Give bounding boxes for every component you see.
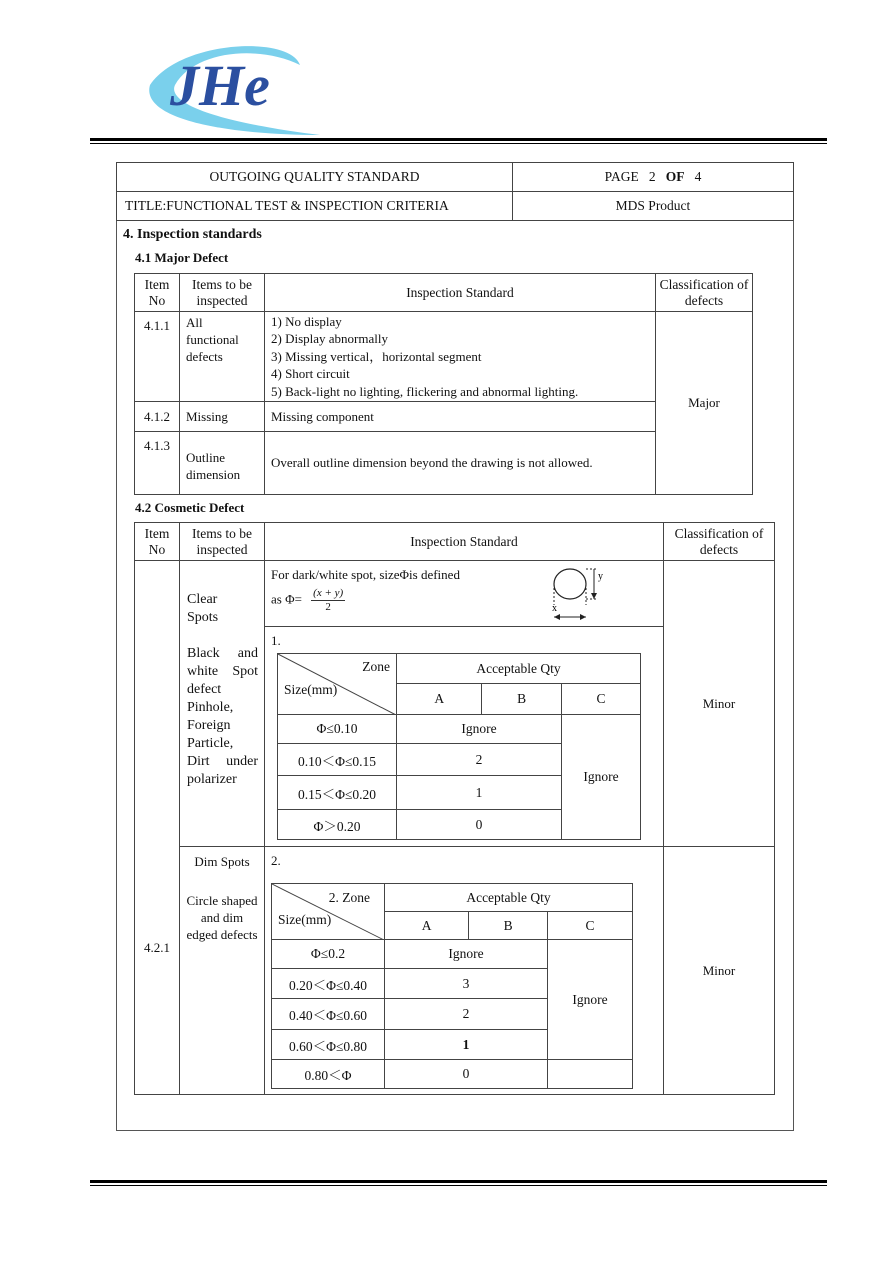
title-line: TITLE:FUNCTIONAL TEST & INSPECTION CRITERIA <box>125 198 449 213</box>
zone-b: B <box>482 684 562 715</box>
standard-line: 4) Short circuit <box>271 366 350 382</box>
size-cell: 0.10＜Φ≤0.15 <box>278 744 397 776</box>
qty-cell: 1 <box>385 1030 548 1060</box>
spot-formula: as Φ= $\frac{(x + y)}{2}$ <box>271 587 344 613</box>
major-heading: 4.1 Major Defect <box>135 250 229 265</box>
clear-spots-table-cell <box>265 627 664 847</box>
col-item-no: Item No <box>135 523 180 561</box>
size-cell: Φ≤0.10 <box>278 715 397 744</box>
classification-cell <box>656 312 753 495</box>
clear-spots-title: Clear Spots <box>187 592 219 625</box>
size-cell: 0.20＜Φ≤0.40 <box>272 969 385 999</box>
top-rule <box>90 138 827 141</box>
col-classification: Classification of defects <box>664 523 775 561</box>
doc-title: OUTGOING QUALITY STANDARD <box>209 169 420 184</box>
spot-definition-cell <box>265 561 664 627</box>
page-number: 2 <box>648 169 656 184</box>
zone-c-value: Ignore <box>562 715 641 840</box>
dim-spots-number: 2. <box>271 853 281 868</box>
item-no-cell: 4.2.1 <box>135 561 180 1095</box>
col-standard: Inspection Standard <box>265 523 664 561</box>
item-cell: Outline dimension <box>180 432 265 495</box>
of-label: OF <box>665 169 685 184</box>
qty-cell: 2 <box>397 744 562 776</box>
size-label: Size(mm) <box>278 912 332 927</box>
standard-cell: Missing component <box>265 402 656 432</box>
qty-cell: 0 <box>397 810 562 840</box>
qty-cell: Ignore <box>385 940 548 969</box>
zone-c: C <box>562 684 641 715</box>
major-defect-table <box>134 273 753 495</box>
document-header <box>116 162 794 221</box>
zone-b: B <box>469 912 548 940</box>
qty-cell: 3 <box>385 969 548 999</box>
size-cell: 0.15＜Φ≤0.20 <box>278 776 397 810</box>
dim-spots-title: Dim Spots <box>194 854 250 869</box>
col-classification: Classification of defects <box>656 274 753 312</box>
dim-spots-desc: Circle shaped and dim edged defects <box>186 893 258 942</box>
company-logo <box>140 40 340 140</box>
item-no-cell: 4.1.3 <box>135 432 180 495</box>
classification-major: Major <box>688 395 720 411</box>
classification-cell <box>664 561 775 847</box>
zone-c-value: Ignore <box>548 940 633 1060</box>
qty-cell: Ignore <box>397 715 562 744</box>
top-rule-thin <box>90 143 827 144</box>
zone-label: 2. Zone <box>328 890 370 905</box>
x-label: x <box>552 603 557 614</box>
size-label: Size(mm) <box>284 682 338 697</box>
zone-a: A <box>397 684 482 715</box>
title-line-cell <box>117 192 513 221</box>
classification-minor: Minor <box>702 695 736 711</box>
page-cell <box>513 163 794 192</box>
page-label: PAGE <box>604 169 639 184</box>
doc-title-cell <box>117 163 513 192</box>
bottom-rule <box>90 1180 827 1183</box>
clear-spots-desc: Black and white Spot defect Pinhole, Foreign Particle, Dirt under polarizer <box>187 646 258 787</box>
size-cell: 0.40＜Φ≤0.60 <box>272 999 385 1030</box>
clear-spots-table <box>277 653 641 840</box>
classification-minor: Minor <box>702 962 736 978</box>
item-cell: All functional defects <box>180 312 265 402</box>
zone-a: A <box>385 912 469 940</box>
logo-swoosh-icon <box>140 40 340 140</box>
standard-cell: Overall outline dimension beyond the drawing is not allowed. <box>265 432 656 495</box>
formula-numerator: (x + y) <box>313 587 344 599</box>
qty-cell: 0 <box>385 1060 548 1089</box>
acceptable-qty-header: Acceptable Qty <box>397 654 641 684</box>
col-standard: Inspection Standard <box>265 274 656 312</box>
dim-spots-table-cell <box>265 847 664 1095</box>
formula-denominator: 2 <box>325 601 331 613</box>
size-cell: Φ≤0.2 <box>272 940 385 969</box>
zone-c-empty <box>548 1060 633 1089</box>
standard-line: 1) No display <box>271 314 342 329</box>
acceptable-qty-header: Acceptable Qty <box>385 884 633 912</box>
dim-spots-table <box>271 883 633 1089</box>
zone-c: C <box>548 912 633 940</box>
item-no-cell: 4.1.1 <box>135 312 180 402</box>
page-total: 4 <box>694 169 702 184</box>
logo-text: JHe <box>170 53 270 118</box>
qty-cell: 1 <box>397 776 562 810</box>
classification-cell <box>664 847 775 1095</box>
cosmetic-defect-table <box>134 522 775 1095</box>
standard-line: 5) Back-light no lighting, flickering and abnormal lighting. <box>271 383 579 399</box>
clear-spots-number: 1. <box>271 633 281 648</box>
item-no-cell: 4.1.2 <box>135 402 180 432</box>
standard-cell <box>265 312 656 402</box>
standard-line: 2) Display abnormally <box>271 331 388 347</box>
size-cell: 0.60＜Φ≤0.80 <box>272 1030 385 1060</box>
cosmetic-heading: 4.2 Cosmetic Defect <box>135 500 245 515</box>
col-items: Items to be inspected <box>180 523 265 561</box>
zone-size-header <box>272 884 385 940</box>
clear-spots-cell <box>180 561 265 847</box>
bottom-rule-thin <box>90 1185 827 1186</box>
section-heading: 4. Inspection standards <box>123 227 262 242</box>
zone-size-header <box>278 654 397 715</box>
qty-cell: 2 <box>385 999 548 1030</box>
size-cell: 0.80＜Φ <box>272 1060 385 1089</box>
item-cell: Missing <box>180 402 265 432</box>
y-label: y <box>598 571 603 582</box>
spot-diagram-icon <box>550 565 620 623</box>
zone-label: Zone <box>362 659 390 674</box>
product-cell <box>513 192 794 221</box>
size-cell: Φ＞0.20 <box>278 810 397 840</box>
standard-line: 3) Missing vertical，horizontal segment <box>271 348 482 364</box>
col-items: Items to be inspected <box>180 274 265 312</box>
product-name: MDS Product <box>615 198 691 213</box>
col-item-no: Item No <box>135 274 180 312</box>
dim-spots-cell <box>180 847 265 1095</box>
spot-definition-line: For dark/white spot, sizeΦis defined <box>271 567 460 582</box>
